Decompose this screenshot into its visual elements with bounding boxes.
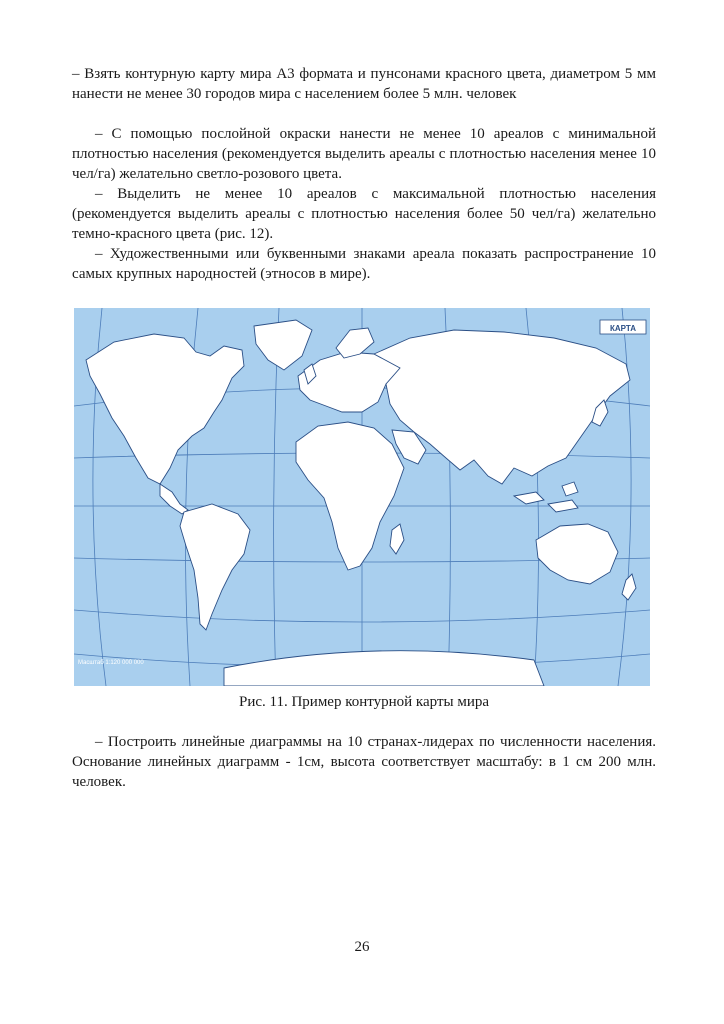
paragraph-cities: – Взять контурную карту мира А3 формата и пунсонами красного цвета, диаметром 5 мм нанести не менее 30 городов мира с населением более 5 млн. человек — [72, 66, 656, 102]
map-scale-label: Масштаб 1:120 000 000 — [78, 660, 144, 666]
map-title-label: КАРТА — [609, 324, 637, 333]
page-number: 26 — [354, 939, 370, 955]
figure-caption: Рис. 11. Пример контурной карты мира — [238, 694, 490, 710]
world-contour-map — [74, 308, 650, 686]
paragraph-line-charts: – Построить линейные диаграммы на 10 странах-лидерах по численности населения. Основание линейных диаграмм - 1см, высота соответствует масштабу: в 1 см 200 млн. человек. — [72, 734, 656, 790]
paragraph-ethnicities: – Художественными или буквенными знаками ареала показать распространение 10 самых крупных народностей (этносов в мире). — [72, 246, 656, 282]
paragraph-min-density: – С помощью послойной окраски нанести не менее 10 ареалов с минимальной плотностью населения (рекомендуется выделить ареалы с плотностью населения менее 10 чел/га) желательно светло-розового цвета. — [72, 126, 656, 182]
paragraph-max-density: – Выделить не менее 10 ареалов с максимальной плотностью населения (рекомендуется выделить ареалы с плотностью населения более 50 чел/га) желательно темно-красного цвета (рис. 12). — [72, 186, 656, 242]
